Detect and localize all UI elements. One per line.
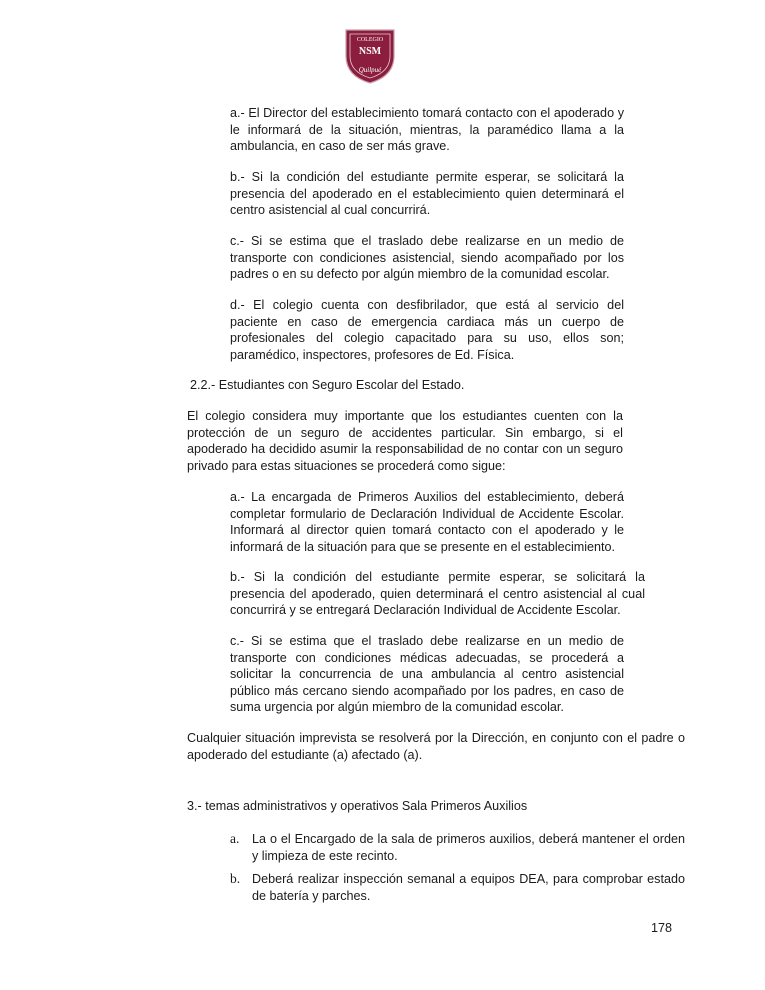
paragraph-2-1-d: d.- El colegio cuenta con desfibrilador, que está al servicio del paciente en caso de emergencia cardiaca más un cuerpo de profesionales del colegio capacitado para su uso, ellos son; paramédico, inspectores, profesores de Ed. Física. (230, 298, 624, 362)
paragraph-2-2-a: a.- La encargada de Primeros Auxilios del establecimiento, deberá completar formulario de Declaración Individual de Accidente Escolar. Informará al director quien tomará contacto con el apoderado y le informará de la situación para que se presente en el establecimiento. (230, 490, 624, 554)
section-3-heading: 3.- temas administrativos y operativos Sala Primeros Auxilios (187, 799, 528, 813)
section-2-2-intro: El colegio considera muy importante que los estudiantes cuenten con la protección de un seguro de accidentes particular. Sin embargo, si el apoderado ha decidido asumir la responsabilidad de no contar con un seguro privado para estas situaciones se procederá como sigue: (187, 409, 623, 473)
section-2-2-heading: 2.2.- Estudiantes con Seguro Escolar del Estado. (190, 378, 465, 392)
school-logo (342, 26, 398, 84)
list-marker: a. (230, 831, 240, 846)
page-number: 178 (651, 921, 673, 935)
section-2-2-closing: Cualquier situación imprevista se resolverá por la Dirección, en conjunto con el padre o apoderado del estudiante (a) afectado (a). (187, 731, 685, 762)
logo-line2: NSM (358, 46, 382, 57)
paragraph-2-2-b: b.- Si la condición del estudiante permite esperar, se solicitará la presencia del apoderado, quien determinará el centro asistencial al cual concurrirá y se entregará Declaración Individual de Accidente Escolar. (230, 570, 645, 618)
logo-line1: COLEGIO (356, 37, 384, 43)
list-marker: b. (230, 871, 241, 886)
paragraph-2-1-b: b.- Si la condición del estudiante permite esperar, se solicitará la presencia del apoderado en el establecimiento quien determinará el centro asistencial al cual concurrirá. (230, 170, 624, 218)
paragraph-2-2-c: c.- Si se estima que el traslado debe realizarse en un medio de transporte con condiciones médicas adecuadas, se procederá a solicitar la concurrencia de una ambulancia al centro asistencial público más cercano siendo acompañado por los padres, en caso de suma urgencia por algún miembro de la comunidad escolar. (230, 634, 624, 715)
list-item-text: Deberá realizar inspección semanal a equipos DEA, para comprobar estado de batería y parches. (252, 872, 685, 903)
list-item-text: La o el Encargado de la sala de primeros auxilios, deberá mantener el orden y limpieza de este recinto. (252, 832, 685, 863)
paragraph-2-1-c: c.- Si se estima que el traslado debe realizarse en un medio de transporte con condiciones asistencial, siendo acompañado por los padres o en su defecto por algún miembro de la comunidad escolar. (230, 234, 624, 282)
shield-crest-icon (342, 26, 398, 84)
paragraph-2-1-a: a.- El Director del establecimiento tomará contacto con el apoderado y le informará de la situación, mientras, la paramédico llama a la ambulancia, en caso de ser más grave. (230, 106, 624, 154)
logo-line3: Quilpué (358, 66, 382, 74)
